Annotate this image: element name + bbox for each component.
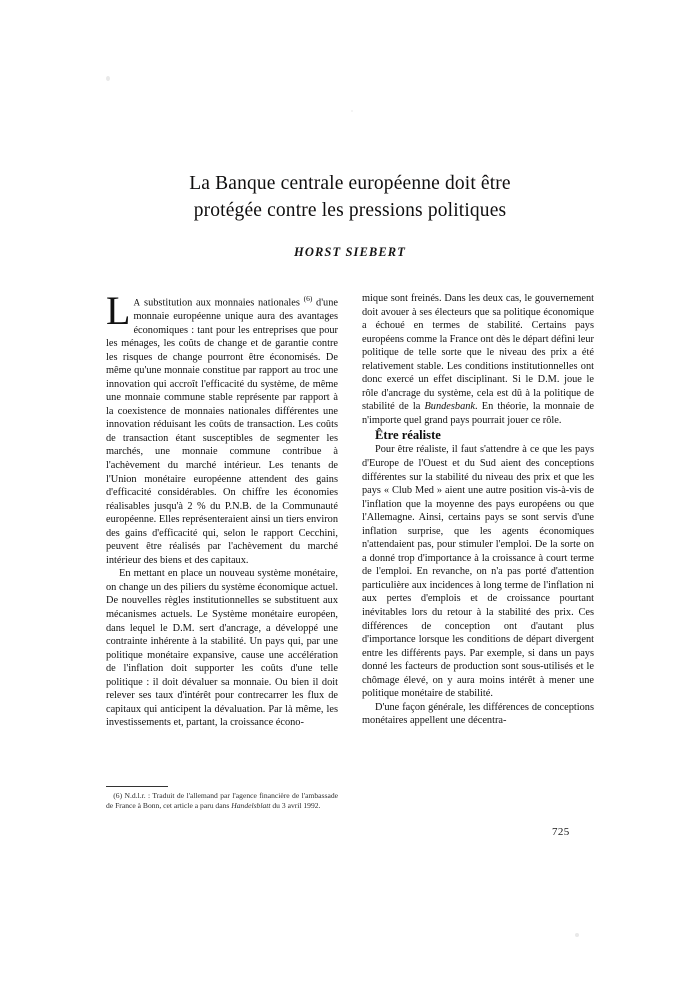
bundesbank-emphasis: Bundesbank — [424, 401, 476, 413]
right-paragraph-1-part2: . En théorie, la monnaie de n'importe quel grand pays pourrait jouer ce rôle. — [362, 401, 595, 426]
right-paragraph-1 — [362, 292, 594, 427]
left-paragraph-1 — [106, 288, 338, 567]
paragraph-1-text-before-marker: substitution aux monnaies nationales — [140, 297, 304, 309]
footnote-reference-marker[interactable]: (6) — [303, 294, 313, 303]
left-paragraph-2: En mettant en place un nouveau système monétaire, on change un des piliers du système économique actuel. De nouvelles règles institutionnelles se substituent aux mécanismes actuels. Le Système monétaire européen, dans lequel le D.M. sert d'ancrage, a développé une contrainte inhérente à la stabilité. Un pays qui, par une politique monétaire expansive, cause une accélération de l'inflation doit supporter les coûts d'une telle politique : il doit dévaluer sa monnaie. Ou bien il doit relever ses taux d'intérêt pour contrecarrer les flux de capitaux qui anticipent la dévaluation. Par là même, les investissements et, partant, la croissance écono- — [106, 568, 338, 729]
footnote-number: (6) — [113, 791, 123, 800]
article-author: HORST SIEBERT — [294, 245, 406, 259]
footnote-source-italic: Handelsblatt — [231, 800, 271, 810]
left-column — [106, 288, 338, 730]
footnote-separator-rule — [106, 786, 168, 787]
footnote-text-part2: du 3 avril 1992. — [270, 800, 321, 810]
section-heading-etre-realiste: Être réaliste — [375, 428, 441, 443]
paragraph-1-text-after-marker: d'une monnaie européenne unique aura des avantages économiques : tant pour les entreprises que pour les ménages, les coûts de change et de garantie contre les risques de change pourront être économisés. De même qu'une monnaie constitue par rapport au troc une innovation qui accroît l'efficacité du système, de même une monnaie commune stable représente par rapport à la coexistence de monnaies nationales différentes une innovation réduisant les coûts de transaction. Les coûts de transaction étant susceptibles de segmenter les marchés, une monnaie commune contribue à l'achèvement du marché intérieur. Les tenants de l'Union monétaire européenne attendent des gains d'efficacité considérables. On chiffre les économies réalisables jusqu'à 2 % du P.N.B. de la Communauté européenne. Elles représenteraient ainsi un tiers environ des gains d'efficacité qui, selon le rapport Cecchini, peuvent être réalisés par l'achèvement du marché intérieur des biens et des capitaux. — [106, 297, 338, 566]
article-title — [108, 170, 592, 224]
small-caps-lead: A — [133, 297, 141, 308]
right-paragraph-2: Pour être réaliste, il faut s'attendre à ce que les pays d'Europe de l'Ouest et du Sud aient des conceptions différentes sur la stabilité du niveau des prix et que les pays « Club Med » aient une autre position vis-à-vis de l'inflation que la moyenne des pays européens ou que l'Allemagne. Ainsi, certains pays se sont servis d'une inflation surprise, que les agents économiques n'attendaient pas, pour stimuler l'emploi. De la sorte on a donné trop d'importance à la croissance à court terme de l'emploi. En revanche, on n'a pas porté d'attention particulière aux incidences à long terme de l'inflation ni aux pertes d'emplois et de croissance pourtant inévitables lors du retour à la stabilité des prix. Ces différences de conception ont d'autant plus d'importance lorsque les conditions de départ divergent entre les différents pays. Par exemple, si dans un pays donné les facteurs de production sont sous-utilisés et le chômage élevé, on y aura moins intérêt à mener une politique monétaire de stabilité. — [362, 444, 594, 700]
footnote-text-part1: N.d.l.r. : Traduit de l'allemand par l'agence financière de l'ambassade de France à Bonn, cet article a paru dans — [106, 791, 338, 810]
right-paragraph-1-part1: mique sont freinés. Dans les deux cas, le gouvernement doit avouer à ses électeurs que sa politique économique a échoué en termes de stabilité. Certains pays européens comme la France ont dès le départ défini leur politique de telle sorte que le niveau des prix a été relativement stable. Les conditions institutionnelles ont donc exercé un effet disciplinant. Si le D.M. joue le rôle d'ancrage du système, cela est dû à la politique de stabilité de la — [362, 293, 594, 413]
scan-speckle — [575, 933, 579, 937]
article-title-line-2: protégée contre les pressions politiques — [193, 200, 507, 221]
drop-cap: L — [106, 288, 131, 333]
scan-speckle — [351, 110, 353, 112]
right-paragraph-3: D'une façon générale, les différences de conceptions monétaires appellent une décentra- — [362, 701, 594, 727]
article-title-line-1: La Banque centrale européenne doit être — [189, 173, 511, 194]
footnote-text — [106, 791, 338, 810]
body-columns — [106, 288, 595, 852]
page-number: 725 — [552, 826, 570, 838]
scan-speckle — [106, 76, 110, 81]
right-column — [362, 292, 594, 728]
footnote-block — [106, 786, 338, 810]
